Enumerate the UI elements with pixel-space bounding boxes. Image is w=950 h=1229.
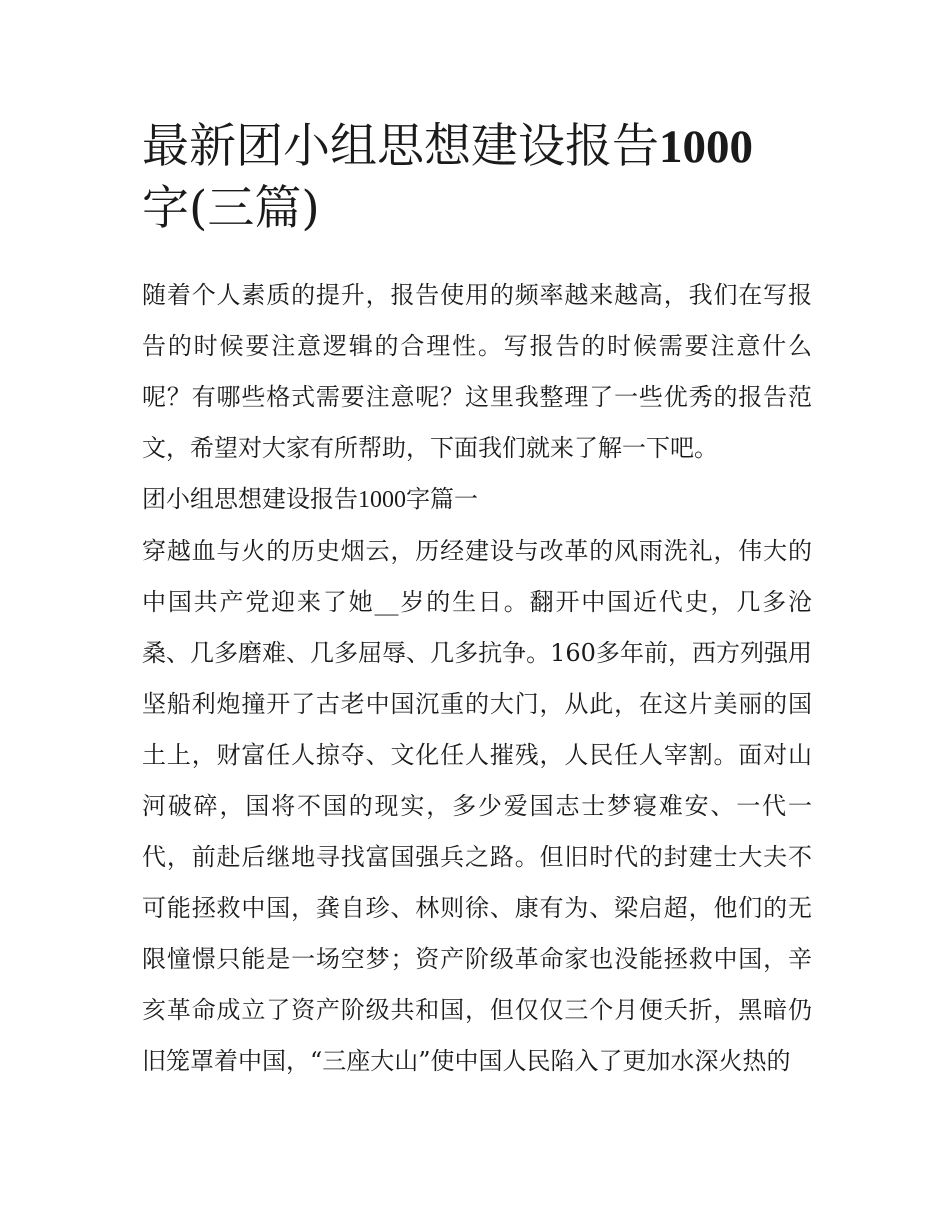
section-heading-suffix: 字篇一 <box>406 485 478 513</box>
intro-paragraph: 随着个人素质的提升，报告使用的频率越来越高，我们在写报告的时候要注意逻辑的合理性。写报告的时候需要注意什么呢？有哪些格式需要注意呢？这里我整理了一些优秀的报告范文，希望对大家有所帮助，下面我们就来了解一下吧。 <box>142 281 812 462</box>
section-heading-text: 团小组思想建设报告 <box>142 485 358 513</box>
body-paragraph: 穿越血与火的历史烟云，历经建设与改革的风雨洗礼，伟大的中国共产党迎来了她__岁的生日。翻开中国近代史，几多沧桑、几多磨难、几多屈辱、几多抗争。160多年前，西方列强用坚船利炮撞开了古老中国沉重的大门，从此，在这片美丽的国土上，财富任人掠夺、文化任人摧残，人民任人宰割。面对山河破碎，国将不国的现实，多少爱国志士梦寝难安、一代一代，前赴后继地寻找富国强兵之路。但旧时代的封建士大夫不可能拯救中国，龚自珍、林则徐、康有为、梁启超，他们的无限憧憬只能是一场空梦；资产阶级革命家也没能拯救中国，辛亥革命成立了资产阶级共和国，但仅仅三个月便夭折，黑暗仍旧笼罩着中国，“三座大山”使中国人民陷入了更加水深火热的 <box>142 537 812 1075</box>
title-text: 最新团小组思想建设报告 <box>142 119 659 174</box>
document-content <box>142 116 812 1087</box>
title-number: 1000 <box>659 121 753 173</box>
title-suffix: 字(三篇) <box>142 181 320 236</box>
section-heading <box>142 474 812 526</box>
document-title <box>142 116 812 240</box>
section-heading-number: 1000 <box>358 487 406 513</box>
